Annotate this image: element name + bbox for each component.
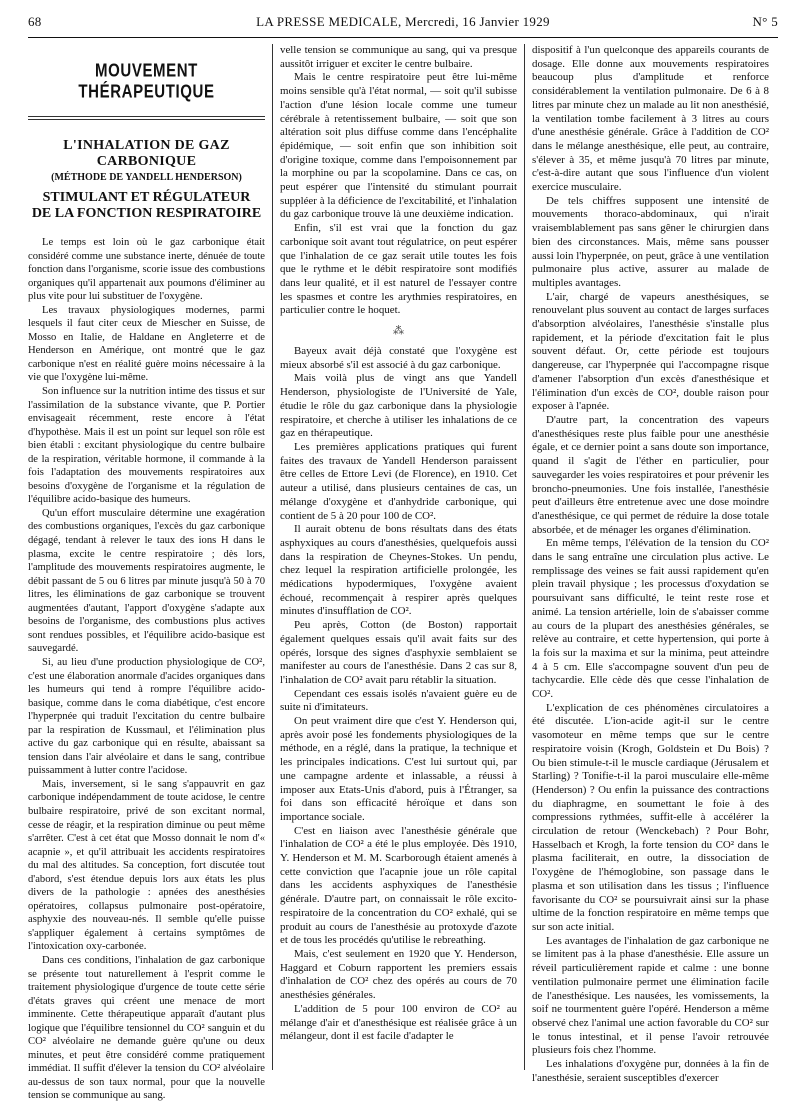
- paragraph: Mais, c'est seulement en 1920 que Y. Henderson, Haggard et Coburn rapportent les premiers essais d'inhalation de CO² chez des opérés au cours de 70 anesthésies générales.: [280, 948, 517, 1002]
- paragraph: Mais, inversement, si le sang s'appauvrit en gaz carbonique indépendamment de toute acidose, le centre bulbaire respiratoire, privé de son excitant normal, cesse de réagir, et la respiration diminue ou peut même s'arrêter. C'est à cet état que Mosso donnait le nom d'« acapnie », et qu'il attribuait les accidents respiratoires du mal des altitudes. Sa conception, fort discutée tout d'abord, s'est étendue depuis lors aux états les plus divers de la pathologie : apnées des anesthésies opératoires, collapsus pulmonaire post-opératoire, asphyxie des nouveau-nés. Il semble qu'elle puisse s'appliquer également à certains symptômes de l'intoxication oxy-carbonée.: [28, 778, 265, 953]
- paragraph: Mais voilà plus de vingt ans que Yandell Henderson, physiologiste de l'Université de Yale, étudie le rôle du gaz carbonique dans la physiologie respiratoire, et cherche à utiliser les inhalations de ce gaz en thérapeutique.: [280, 372, 517, 440]
- column-3: [532, 44, 769, 1084]
- column-divider: [524, 44, 525, 1070]
- paragraph: Les travaux physiologiques modernes, parmi lesquels il faut citer ceux de Miescher en Suisse, de Mosso en Italie, de Haldane en Angleterre et de Henderson en Amérique, ont montré que le gaz carbonique n'est en réalité guère moins nécessaire à la vie que l'oxygène lui-même.: [28, 304, 265, 384]
- paragraph: Les inhalations d'oxygène pur, données à la fin de l'anesthésie, seraient susceptibles d'exercer: [532, 1058, 769, 1084]
- paragraph: D'autre part, la concentration des vapeurs d'anesthésiques reste plus faible pour une anesthésie égale, et ce dernier point a sans doute son importance, quand il s'agit de l'éther en particulier, pour sauvegarder les voies respiratoires et pour prévenir les broncho-pneumonies. Une fois installée, l'anesthésie peut d'ailleurs être entretenue avec une dose moindre d'anesthésique, ce qui permet de réduire la dose totale absorbée, et de ménager les organes d'élimination.: [532, 413, 769, 536]
- title-line-2: (MÉTHODE DE YANDELL HENDERSON): [51, 172, 242, 183]
- paragraph: Cependant ces essais isolés n'avaient guère eu de suite ni d'imitateurs.: [280, 687, 517, 714]
- page-number: 68: [28, 14, 42, 29]
- paragraph: Peu après, Cotton (de Boston) rapportait également quelques essais qu'il avait faits sur des opérés, lorsque des signes d'asphyxie semblaient se manifester au cours de l'anesthésie. Dans 2 cas sur 8, l'inhalation de CO² avait paru rétablir la situation.: [280, 619, 517, 686]
- title-line-3: STIMULANT ET RÉGULATEUR: [42, 190, 251, 205]
- journal-title: LA PRESSE MEDICALE, Mercredi, 16 Janvier 1929: [256, 14, 550, 29]
- issue-number: N° 5: [752, 14, 778, 29]
- paragraph: En même temps, l'élévation de la tension du CO² dans le sang entraîne une circulation plus active. Le remplissage des veines se fait aussi rapidement qu'en plein travail physique ; les processus d'oxydation se poursuivant sans difficulté, le teint reste rose et animé. La tension artérielle, loin de s'abaisser comme au cours de la plupart des anesthésies générales, se relève au contraire, et cette hypertension, qui porte à la fois sur la maxima et sur la minima, peut atteindre 4 à 5 cm. Elle s'accompagne souvent d'un peu de tachycardie. Elle cède dès que cesse l'inhalation de CO².: [532, 537, 769, 701]
- paragraph: L'explication de ces phénomènes circulatoires a été discutée. L'ion-acide agit-il sur le centre vasomoteur en même temps que sur le centre respiratoire voisin (Krogh, Goldstein et Du Bois) ? Ou bien stimule-t-il le muscle cardiaque (Jérusalem et Starling) ? Tonifie-t-il la paroi musculaire elle-même (Henderson) ? Ou enfin la puissance des contractions du diaphragme, en soumettant le foie à des compressions rythmées, suffit-elle à accélérer la circulation de retour (Wenckebach) ? Pour Bohr, Hasselbach et Krogh, la forte tension du CO² dans le plasma faciliterait, en outre, la dissociation de l'oxygène de l'hémoglobine, son passage dans le plasma et son utilisation dans les tissus ; l'influence favorisante du CO² se poursuivrait ainsi sur la phase ultime de la fonction respiratoire en même temps que sur son acte initial.: [532, 701, 769, 933]
- column-2: [280, 44, 517, 1070]
- page-header: [28, 14, 778, 36]
- asterism-divider: ⁂: [393, 325, 404, 338]
- paragraph: Bayeux avait déjà constaté que l'oxygène est mieux absorbé s'il est associé à du gaz carbonique.: [280, 345, 517, 371]
- paragraph: dispositif à l'un quelconque des appareils courants de dosage. Elle donne aux mouvements respiratoires beaucoup plus d'amplitude et renforce considérablement la ventilation pulmonaire. De 6 à 8 litres par minute chez un malade au lit non anesthésié, la ventilation tombe facilement à 3 litres au cours d'une anesthésie générale. Grâce à l'addition de CO² dans le mélange anesthésique, elle peut, au contraire, s'élever à 35, et même jusqu'à 70 litres par minute, c'est-à-dire autant que sous l'influence d'un violent exercice musculaire.: [532, 44, 769, 194]
- paragraph: Le temps est loin où le gaz carbonique était considéré comme une substance inerte, dénuée de toute fonction dans l'organisme, scorie issue des combustions organiques qu'il appartenait aux poumons d'éliminer au plus vite pour lui substituer de l'oxygène.: [28, 237, 265, 303]
- paragraph: On peut vraiment dire que c'est Y. Henderson qui, après avoir posé les fondements physiologiques de la méthode, en a réglé, dans la pratique, la technique et les principales indications. C'est lui surtout qui, par une campagne ardente et inlassable, a réussi à imposer aux Etats-Unis d'abord, puis à l'Étranger, sa foi dans son efficacité héroïque et dans son importance sociale.: [280, 715, 517, 823]
- paragraph: Si, au lieu d'une production physiologique de CO², c'est une élaboration anormale d'acides organiques dans les humeurs qui tend à rompre l'équilibre acido-basique, comme dans le coma diabétique, c'est encore l'hyperpnée qui traduit l'excitation du centre bulbaire par la respiration de Kussmaul, et l'élimination plus active du gaz carbonique qui en résulte, abaissant sa tension dans l'air alvéolaire et dans le sang, contribue puissamment à lutter contre l'acidose.: [28, 656, 265, 777]
- paragraph: Qu'un effort musculaire détermine une exagération des combustions organiques, l'excès du gaz carbonique dégagé, tendant à relever le taux des ions H dans le plasma, excite le centre respiratoire ; dès lors, l'amplitude des mouvements respiratoires augmente, le débit passant de 5 ou 6 litres par minute jusqu'à 50 à 70 litres, les éliminations de gaz carbonique se trouvent augmentées d'autant, l'apport d'oxygène s'adapte aux besoins de l'organisme, des combustions plus actives sont rendues possibles, et l'équilibre acido-basique est sauvegardé.: [28, 507, 265, 655]
- paragraph: Enfin, s'il est vrai que la fonction du gaz carbonique soit avant tout régulatrice, on peut espérer que l'inhalation de ce gaz serait utile toutes les fois que le rythme et le débit respiratoire sont modifiés dans leur qualité, et il est naturel de l'essayer contre les spasmes et contre les arythmies respiratoires, en particulier contre le hoquet.: [280, 222, 517, 317]
- paragraph: velle tension se communique au sang, qui va presque aussitôt irriguer et exciter le centre bulbaire.: [280, 44, 517, 70]
- paragraph: Les avantages de l'inhalation de gaz carbonique ne se limitent pas à la phase d'anesthésie. Elle assure un réveil particulièrement rapide et calme : une bonne ventilation pulmonaire permet une élimination facile de l'anesthésique. Les nausées, les vomissements, la soif ne tourmentent guère l'opéré. Henderson a même observé chez l'animal une action favorable du CO² sur le tonus intestinal, et il pense l'avoir retrouvée plusieurs fois chez l'homme.: [532, 934, 769, 1057]
- column-1: [28, 44, 265, 1102]
- paragraph: Mais le centre respiratoire peut être lui-même moins sensible qu'à l'état normal, — soit qu'il subisse l'action d'une lésion locale comme une tumeur cérébrale à retentissement bulbaire, — soit que son altération soit plus diffuse comme dans l'encéphalite épidémique, — soit enfin que son inhibition soit d'origine toxique, comme dans l'empoisonnement par la morphine ou par la scopolamine. Dans ce cas, on peut espérer que l'intensité du stimulant pourrait suppléer à la déficience de l'excitabilité, et l'inhalation du gaz carbonique trouve là une deuxième indication.: [280, 71, 517, 221]
- paragraph: De tels chiffres supposent une intensité de mouvements thoraco-abdominaux, qui n'irait vraisemblablement pas sans gêner le chirurgien dans bien des circonstances. Mais, même sans pousser aussi loin l'hyperpnée, on peut, grâce à une ventilation pulmonaire plus active, assurer au malade de multiples avantages.: [532, 194, 769, 289]
- paragraph: C'est en liaison avec l'anesthésie générale que l'inhalation de CO² a été le plus employée. Dès 1910, Y. Henderson et M. M. Scarborough étaient amenés à cette conviction que l'acapnie joue un rôle capital dans les accidents asphyxiques de l'anesthésie générale. D'autre part, on connaissait le rôle excito-respiratoire de la concentration du CO² exhalé, qui se produit au cours de l'anesthésie au protoxyde d'azote et de tous les procédés qu'utilise le rebreathing.: [280, 824, 517, 947]
- article-title: [28, 138, 265, 222]
- paragraph: Il aurait obtenu de bons résultats dans des états asphyxiques au cours d'anesthésies, quelquefois aussi dans la respiration de Cheynes-Stokes. Un pendu, chez lequel la respiration artificielle prolongée, les médications hypodermiques, l'oxygène avaient échoué, recommençait à respirer après quelques minutes d'insufflation de CO².: [280, 523, 517, 618]
- paragraph: L'air, chargé de vapeurs anesthésiques, se renouvelant plus souvent au contact de larges surfaces d'absorption alvéolaires, l'anesthésie s'installe plus rapidement, et la période d'excitation fait le plus souvent défaut. Or, cette période est toujours dangereuse, car l'hyperpnée qui l'accompagne risque d'amener l'absorption d'un excès d'anesthésique et l'élimination d'un excès de CO², double raison pour exposer à l'apnée.: [532, 290, 769, 413]
- column-divider: [272, 44, 273, 1070]
- header-rule: [28, 37, 778, 38]
- section-title: MOUVEMENT THÉRAPEUTIQUE: [78, 60, 215, 103]
- paragraph: L'addition de 5 pour 100 environ de CO² au mélange d'air et d'anesthésique est réalisée grâce à un mélangeur, dont il est facile d'adapter le: [280, 1002, 517, 1043]
- title-line-1: L'INHALATION DE GAZ CARBONIQUE: [63, 138, 230, 169]
- paragraph: Son influence sur la nutrition intime des tissus et sur l'assimilation de la substance vivante, que P. Portier envisageait récemment, reste encore à l'état d'hypothèse. Mais il est un point sur lequel son rôle est bien établi : excitant physiologique du centre bulbaire de la respiration, véritable hormone, il commande à la fois l'adaptation des mouvements respiratoires aux besoins d'oxygène de l'organisme et la régulation de l'équilibre acido-basique des humeurs.: [28, 386, 265, 506]
- title-line-4: DE LA FONCTION RESPIRATOIRE: [31, 206, 262, 221]
- paragraph: Les premières applications pratiques qui furent faites des travaux de Yandell Henderson paraissent être celles de Ettore Levi (de Florence), en 1910. Cet auteur a utilisé, dans plusieurs centaines de cas, un mélange d'oxygène et d'anhydride carbonique, qui contient de 5 à 20 pour 100 de CO².: [280, 440, 517, 522]
- paragraph: Dans ces conditions, l'inhalation de gaz carbonique se présente tout naturellement à l'esprit comme le traitement physiologique d'urgence de toute cette série d'états graves qui créent une menace de mort imminente. Cette thérapeutique apparaît d'autant plus logique que l'équilibre tensionnel du CO² sanguin et du CO² alvéolaire ne demande guère qu'une ou deux minutes, et peut être considéré comme pratiquement immédiat. Il suffit d'élever la tension du CO² alvéolaire au-dessus de son taux normal, pour que la nouvelle tension se communique au sang.: [28, 954, 265, 1102]
- section-rule: [28, 116, 265, 120]
